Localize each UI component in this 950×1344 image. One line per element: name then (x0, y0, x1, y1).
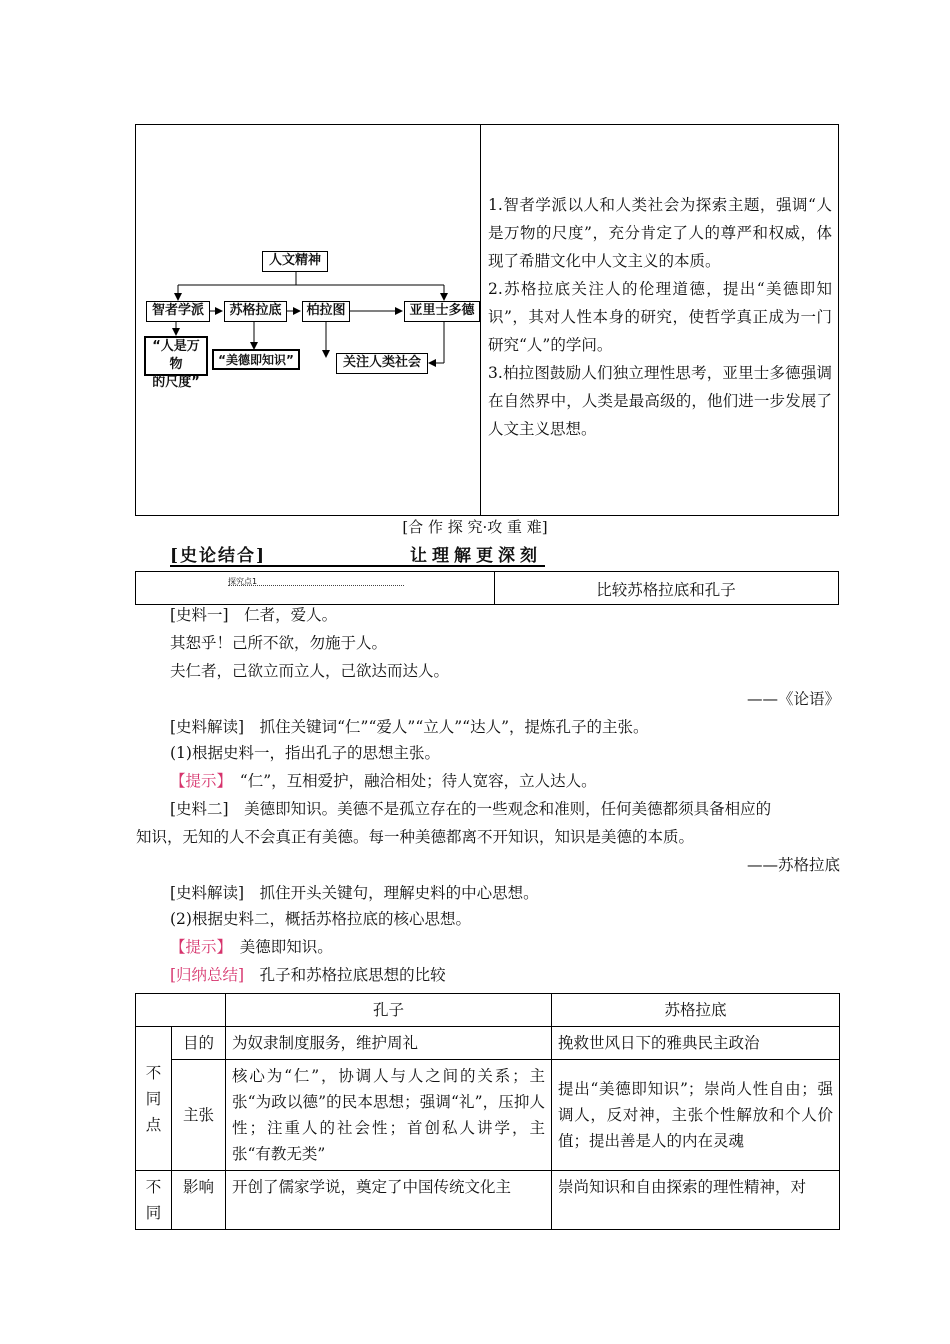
material1-text1: 仁者，爱人。 (244, 606, 338, 624)
comparison-table (135, 993, 840, 1230)
inquiry-bar (135, 571, 839, 605)
summary-point-1: 1.智者学派以人和人类社会为探索主题，强调“人是万物的尺度”，充分肯定了人的尊严和权威，体现了希腊文化中人文主义的本质。 (488, 196, 832, 270)
inquiry-title: 比较苏格拉底和孔子 (596, 581, 736, 599)
question2: (2)根据史料二，概括苏格拉底的核心思想。 (170, 910, 471, 928)
banner-right: 让理解更深刻 (410, 546, 542, 566)
table-header-row (136, 994, 840, 1027)
material2-label: [史料二] (170, 800, 229, 818)
material1-line2: 其恕乎！己所不欲，勿施于人。 (170, 634, 388, 652)
hint1 (136, 769, 840, 793)
hint2 (136, 935, 840, 959)
interpret2-text: 抓住开头关键句，理解史料的中心思想。 (259, 884, 539, 902)
socrates-influence: 崇尚知识和自由探索的理性精神，对 (552, 1171, 840, 1230)
kongzi-claims: 核心为“仁”，协调人与人之间的关系；主张“为政以德”的民本思想；强调“礼”，压抑人性；注重人的社会性；首创私人讲学，主张“有教无类” (226, 1060, 552, 1171)
summary-table (135, 124, 839, 516)
diagram-socrates-node: 苏格拉底 (224, 301, 287, 322)
diagram-plato-note: 关注人类社会 (336, 353, 428, 374)
material2-text1: 美德即知识。美德不是孤立存在的一些观念和准则，任何美德都须具备相应的 (244, 800, 772, 818)
group-cell-differences (136, 1027, 172, 1171)
summary-point-2: 2.苏格拉底关注人的伦理道德，提出“美德即知识”，其对人性本身的研究，使哲学真正成为一门研究“人”的学问。 (488, 280, 832, 354)
inquiry-left-cell (136, 572, 495, 604)
hint1-text: “仁”，互相爱护，融洽相处；待人宽容，立人达人。 (239, 772, 597, 790)
diagram-plato-node: 柏拉图 (302, 301, 350, 322)
interpret1-text: 抓住关键词“仁”“爱人”“立人”“达人”，提炼孔子的主张。 (259, 718, 649, 736)
diagram-sophists-node: 智者学派 (146, 301, 210, 322)
material1-line3: 夫仁者，己欲立而立人，己欲达而达人。 (170, 662, 450, 680)
banner-left: [史论结合] (170, 546, 267, 566)
aspect-claims: 主张 (172, 1060, 226, 1171)
sophist-note-line1: “人是万物 (152, 339, 200, 372)
material2-line2: 知识，无知的人不会真正有美德。每一种美德都离不开知识，知识是美德的本质。 (136, 828, 695, 846)
interpret2 (136, 881, 840, 905)
sophist-note-line2: 的尺度” (152, 375, 200, 390)
inquiry-dotted-line (228, 585, 404, 586)
diagram-socrates-note: “美德即知识” (212, 349, 300, 370)
header-socrates: 苏格拉底 (552, 994, 840, 1027)
interpret1 (136, 715, 840, 739)
section-banner (170, 541, 545, 567)
kongzi-influence: 开创了儒家学说，奠定了中国传统文化主 (226, 1171, 552, 1230)
material1-label: [史料一] (170, 606, 229, 624)
material2-source: ——苏格拉底 (746, 856, 840, 874)
interpret2-label: [史料解读] (170, 884, 245, 902)
summary-label: [归纳总结] (170, 966, 245, 984)
diagram-root-node: 人文精神 (262, 251, 328, 272)
group-cell-differences-cont (136, 1171, 172, 1230)
header-kongzi: 孔子 (226, 994, 552, 1027)
humanism-diagram (136, 125, 480, 517)
aspect-purpose: 目的 (172, 1027, 226, 1060)
table-row (136, 1027, 840, 1060)
kongzi-purpose: 为奴隶制度服务，维护周礼 (226, 1027, 552, 1060)
interpret1-label: [史料解读] (170, 718, 245, 736)
material2-line1 (136, 797, 840, 821)
diagram-aristotle-node: 亚里士多德 (404, 301, 480, 322)
hint2-text: 美德即知识。 (239, 938, 333, 956)
table-row (136, 1060, 840, 1171)
summary-title: 孔子和苏格拉底思想的比较 (259, 966, 446, 984)
summary-divider (480, 125, 481, 515)
hint2-label: 【提示】 (170, 938, 225, 956)
socrates-purpose: 挽救世风日下的雅典民主政治 (552, 1027, 840, 1060)
section-heading: [合 作 探 究·攻 重 难] (402, 518, 548, 536)
table-row (136, 1171, 840, 1230)
socrates-claims: 提出“美德即知识”；崇尚人性自由；强调人，反对神，主张个性解放和个人价值；提出善是人的内在灵魂 (552, 1060, 840, 1171)
question1: (1)根据史料一，指出孔子的思想主张。 (170, 744, 440, 762)
table-corner-cell (136, 994, 226, 1027)
group-label: 不同点 (145, 1063, 162, 1134)
summary-point-3: 3.柏拉图鼓励人们独立理性思考，亚里士多德强调在自然界中，人类是最高级的，他们进一步发展了人文主义思想。 (488, 364, 832, 438)
diagram-sophist-note (144, 336, 208, 390)
material1-source: ——《论语》 (746, 690, 840, 708)
banner-underline (170, 565, 545, 567)
summary-heading (136, 963, 840, 987)
aspect-influence: 影响 (172, 1171, 226, 1230)
group-label-cont: 不同 (145, 1178, 162, 1222)
inquiry-tag: 探究点1 (228, 577, 258, 586)
hint1-label: 【提示】 (170, 772, 225, 790)
material1-line1 (136, 603, 840, 627)
summary-points (488, 191, 832, 443)
